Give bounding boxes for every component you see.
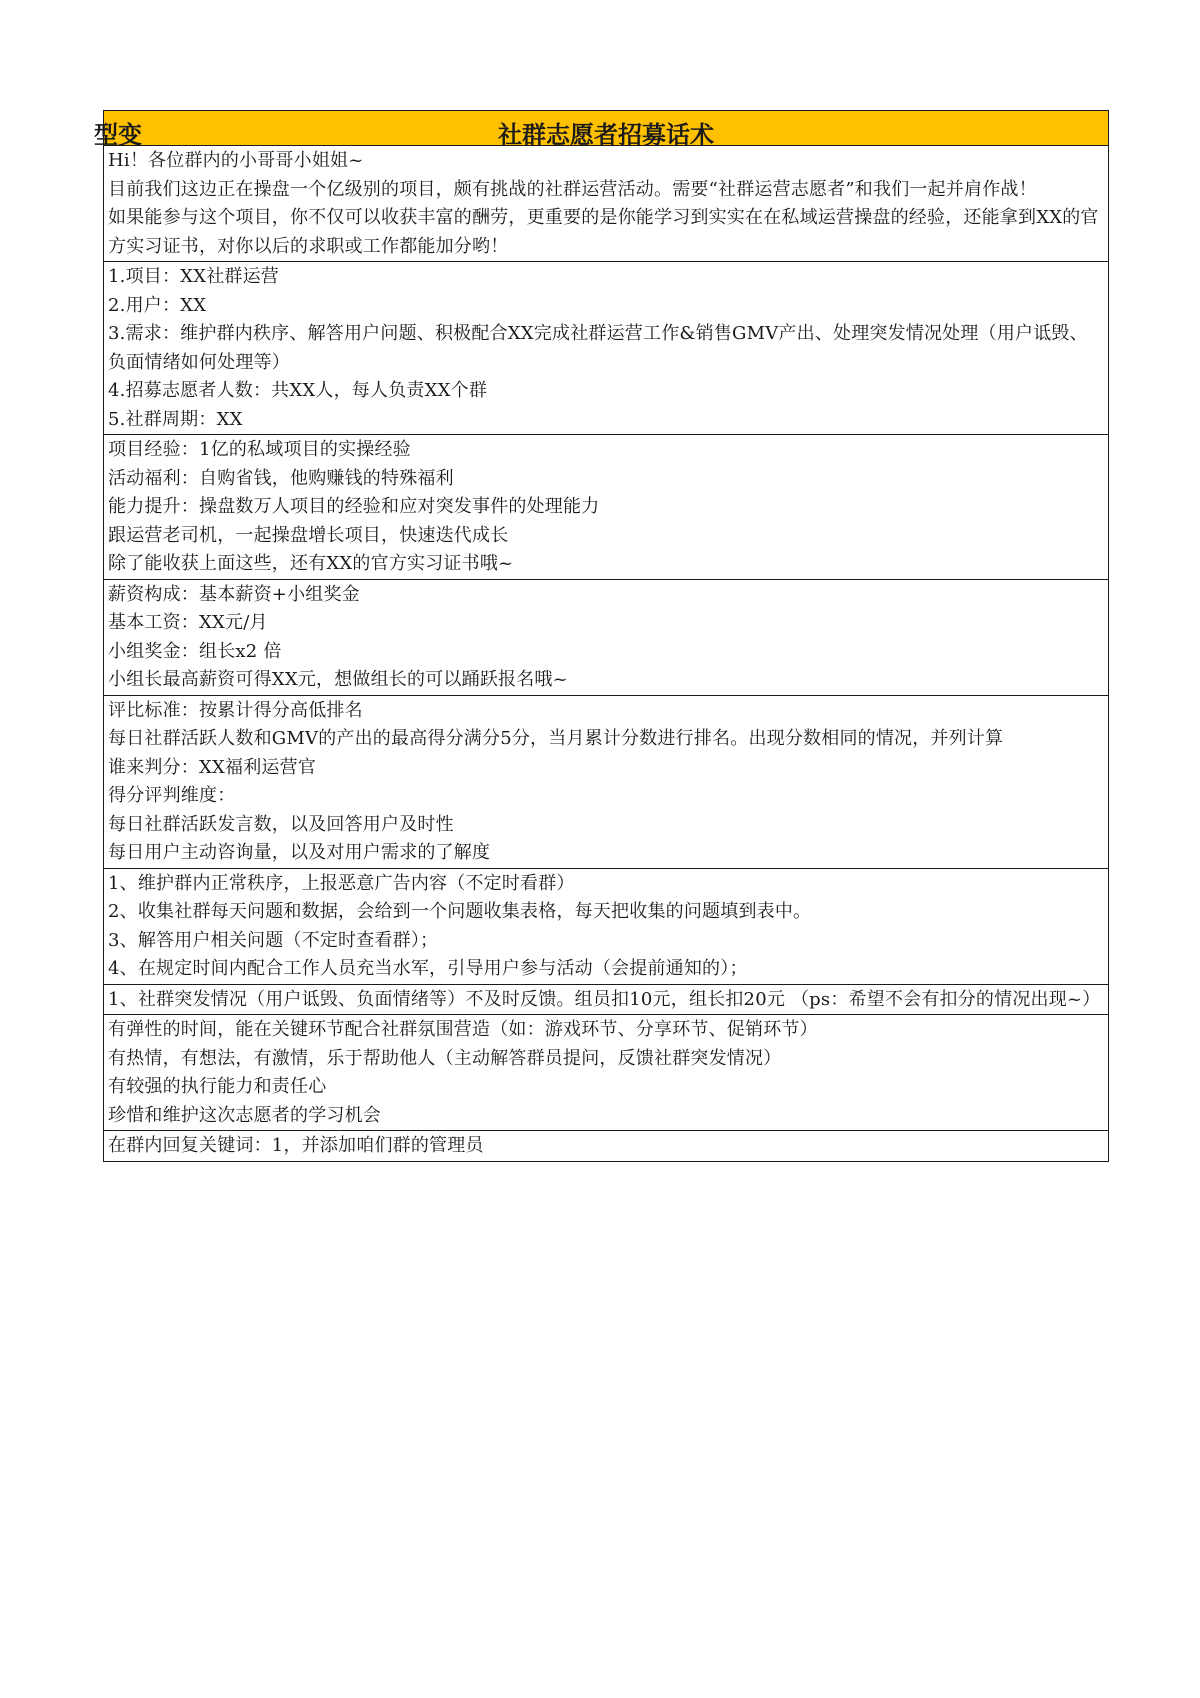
text-line: 得分评判维度： xyxy=(108,785,236,806)
page-title: 社群志愿者招募话术 xyxy=(498,121,714,149)
text-line: 3、解答用户相关问题（不定时查看群）； xyxy=(108,929,439,951)
clipped-column-label: 型变 xyxy=(94,121,142,149)
title-bar xyxy=(94,110,1109,149)
section-salary xyxy=(103,580,1109,696)
text-line: 2、收集社群每天问题和数据，会给到一个问题收集表格，每天把收集的问题填到表中。 xyxy=(108,901,812,922)
text-line: 项目经验：1亿的私域项目的实操经验 xyxy=(108,439,411,460)
section-penalty xyxy=(103,985,1109,1016)
text-line: 如果能参与这个项目，你不仅可以收获丰富的酬劳，更重要的是你能学习到实实在在私域运营操盘的经验，还能拿到XX的官方实习证书，对你以后的求职或工作都能加分哟！ xyxy=(108,207,1099,257)
section-evaluation xyxy=(103,696,1109,869)
section-signup xyxy=(103,1131,1109,1162)
text-line: 谁来判分：XX福利运营官 xyxy=(108,756,317,778)
text-line: 评比标准：按累计得分高低排名 xyxy=(108,699,363,721)
text-line: 2.用户：XX xyxy=(108,294,207,316)
recruitment-sheet xyxy=(94,110,1109,1162)
text-line: 有较强的执行能力和责任心 xyxy=(108,1076,327,1097)
text-line: 有热情，有想法，有激情，乐于帮助他人（主动解答群员提问，反馈社群突发情况） xyxy=(108,1047,782,1069)
text-line: 1、社群突发情况（用户诋毁、负面情绪等）不及时反馈。组员扣10元，组长扣20元 （ps：希望不会有扣分的情况出现~） xyxy=(108,988,1101,1010)
text-line: 小组奖金：组长x2 倍 xyxy=(108,640,282,662)
text-line: 1、维护群内正常秩序，上报恶意广告内容（不定时看群） xyxy=(108,872,575,894)
text-line: 能力提升：操盘数万人项目的经验和应对突发事件的处理能力 xyxy=(108,496,600,517)
text-line: Hi！各位群内的小哥哥小姐姐~ xyxy=(108,150,364,171)
text-line: 3.需求：维护群内秩序、解答用户问题、积极配合XX完成社群运营工作&销售GMV产出、处理突发情况处理（用户诋毁、负面情绪如何处理等） xyxy=(108,323,1088,373)
text-line: 除了能收获上面这些，还有XX的官方实习证书哦~ xyxy=(108,553,514,574)
text-line: 每日用户主动咨询量，以及对用户需求的了解度 xyxy=(108,842,491,863)
text-line: 4.招募志愿者人数：共XX人，每人负责XX个群 xyxy=(108,380,488,401)
text-line: 在群内回复关键词：1，并添加咱们群的管理员 xyxy=(108,1135,484,1156)
text-line: 小组长最高薪资可得XX元，想做组长的可以踊跃报名哦~ xyxy=(108,669,568,690)
text-line: 薪资构成：基本薪资+小组奖金 xyxy=(108,583,360,605)
text-line: 1.项目：XX社群运营 xyxy=(108,266,280,287)
text-line: 5.社群周期：XX xyxy=(108,408,243,430)
section-duties xyxy=(103,869,1109,985)
text-line: 每日社群活跃人数和GMV的产出的最高得分满分5分，当月累计分数进行排名。出现分数相同的情况，并列计算 xyxy=(108,728,1004,749)
text-line: 活动福利：自购省钱，他购赚钱的特殊福利 xyxy=(108,467,454,489)
text-line: 目前我们这边正在操盘一个亿级别的项目，颇有挑战的社群运营活动。需要“社群运营志愿者”和我们一起并肩作战！ xyxy=(108,178,1037,200)
section-greeting xyxy=(103,146,1109,262)
section-benefits xyxy=(103,435,1109,580)
text-line: 有弹性的时间，能在关键环节配合社群氛围营造（如：游戏环节、分享环节、促销环节） xyxy=(108,1019,818,1040)
text-line: 珍惜和维护这次志愿者的学习机会 xyxy=(108,1104,381,1126)
text-line: 4、在规定时间内配合工作人员充当水军，引导用户参与活动（会提前通知的）； xyxy=(108,958,748,979)
text-line: 跟运营老司机，一起操盘增长项目，快速迭代成长 xyxy=(108,524,509,546)
section-requirements xyxy=(103,1015,1109,1131)
section-project xyxy=(103,262,1109,435)
text-line: 基本工资：XX元/月 xyxy=(108,612,268,633)
sections-container xyxy=(103,146,1109,1162)
text-line: 每日社群活跃发言数，以及回答用户及时性 xyxy=(108,813,454,835)
